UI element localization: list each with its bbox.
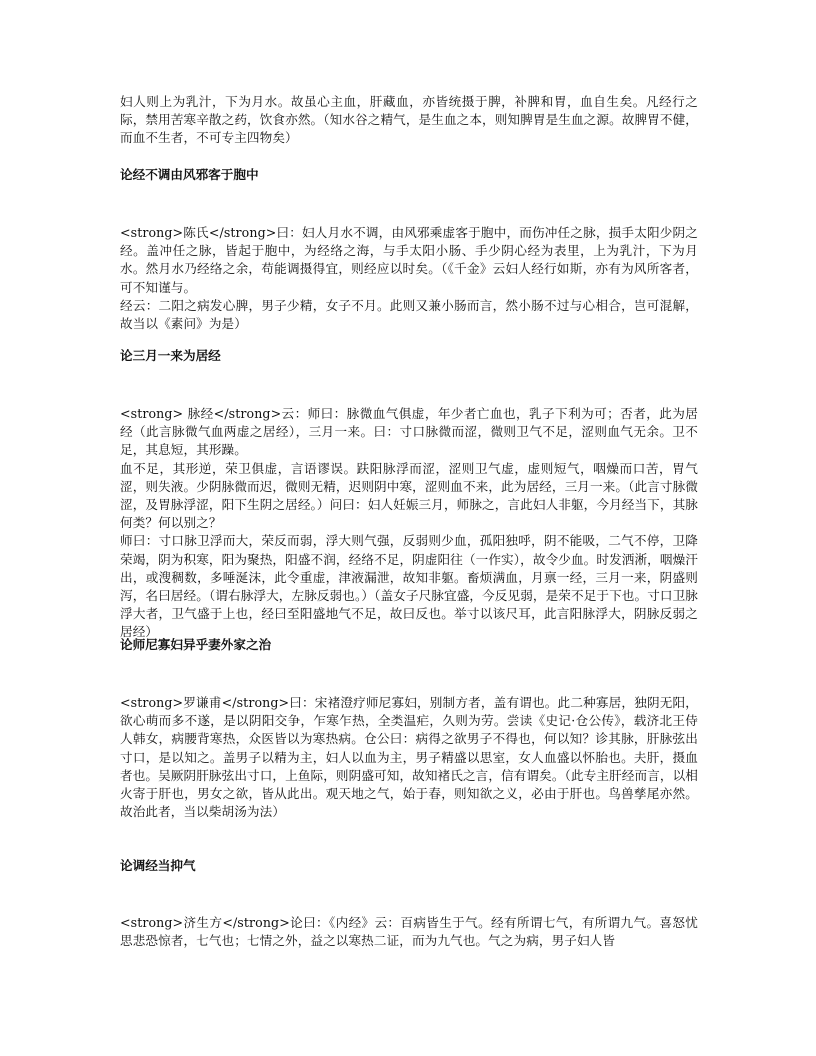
section-heading-quarterly-menses: 论三月一来为居经 (120, 348, 221, 363)
intro-text (120, 93, 698, 148)
section-heading-nuns-widows: 论师尼寡妇异乎妻外家之治 (120, 637, 272, 652)
section-body-irregular-menses (120, 224, 698, 333)
paragraph: <strong>济生方</strong>论曰：《内经》云：百病皆生于气。经有所谓七气，有所谓九气。喜怒忧思悲恐惊者，七气也；七情之外，益之以寒热二证，而为九气也。气之为病，男子妇人皆 (120, 915, 698, 949)
paragraph: <strong> 脉经</strong>云：师曰：脉微血气俱虚，年少者亡血也，乳子下利为可；否者，此为居经（此言脉微气血两虚之居经），三月一来。曰：寸口脉微而涩，微则卫气不足，涩则血气无余。卫不足，其息短，其形躁。 (120, 406, 698, 458)
section-body-nuns-widows (120, 694, 698, 821)
section-body-suppress-qi (120, 914, 698, 950)
section-body-quarterly-menses (120, 405, 698, 642)
paragraph: 血不足，其形逆，荣卫俱虚，言语谬误。趺阳脉浮而涩，涩则卫气虚，虚则短气，咽燥而口苦，胃气涩，则失液。少阴脉微而迟，微则无精，迟则阴中寒，涩则血不来，此为居经，三月一来。（此言寸脉微涩，及胃脉浮涩，阳下生阴之居经。）问曰：妇人妊娠三月，师脉之，言此妇人非躯，今月经当下，其脉何类？何以别之？ (120, 460, 698, 531)
paragraph: 妇人则上为乳汁，下为月水。故虽心主血，肝藏血，亦皆统摄于脾，补脾和胃，血自生矣。凡经行之际，禁用苦寒辛散之药，饮食亦然。（知水谷之精气，是生血之本，则知脾胃是生血之源。故脾胃不健，而血不生者，不可专主四物矣） (120, 94, 698, 146)
paragraph: <strong>陈氏</strong>曰：妇人月水不调，由风邪乘虚客于胞中，而伤冲任之脉，损手太阳少阴之经。盖冲任之脉，皆起于胞中，为经络之海，与手太阳小肠、手少阴心经为表里，上为乳汁，下为月水。然月水乃经络之余，苟能调摄得宜，则经应以时矣。（《千金》云妇人经行如斯，亦有为风所客者，可不知谨与。 (120, 225, 698, 295)
section-heading-suppress-qi: 论调经当抑气 (120, 858, 196, 873)
paragraph: 师曰：寸口脉卫浮而大，荣反而弱，浮大则气强，反弱则少血，孤阳独呼，阴不能吸，二气不停，卫降荣竭，阴为积寒，阳为聚热，阳盛不润，经络不足，阴虚阳往（一作实），故令少血。时发洒淅，咽燥汗出，或溲稠数，多唾涎沫，此令重虚，津液漏泄，故知非躯。畜烦满血，月禀一经，三月一来，阴盛则泻，名曰居经。（谓右脉浮大，左脉反弱也。）（盖女子尺脉宜盛，今反见弱，是荣不足于下也。寸口卫脉浮大者，卫气盛于上也，经曰至阳盛地气不足，故曰反也。举寸以该尺耳，此言阳脉浮大，阴脉反弱之居经） (120, 533, 698, 640)
paragraph: <strong>罗谦甫</strong>曰：宋褚澄疗师尼寡妇，别制方者，盖有谓也。此二种寡居，独阴无阳，欲心萌而多不遂，是以阴阳交争，乍寒乍热，全类温疟，久则为劳。尝读《史记·仓公传》，载济北王侍人韩女，病腰背寒热，众医皆以为寒热病。仓公曰：病得之欲男子不得也，何以知？诊其脉，肝脉弦出寸口，是以知之。盖男子以精为主，妇人以血为主，男子精盛以思室，女人血盛以怀胎也。夫肝，摄血者也。吴厥阴肝脉弦出寸口，上鱼际，则阴盛可知，故知褚氏之言，信有谓矣。（此专主肝经而言，以相火寄于肝也，男女之欲，皆从此出。观天地之气，始于春，则知欲之义，必由于肝也。鸟兽孳尾亦然。故治此者，当以柴胡汤为法） (120, 695, 698, 820)
paragraph: 经云：二阳之病发心脾，男子少精，女子不月。此则又兼小肠而言，然小肠不过与心相合，岂可混解，故当以《素问》为是） (120, 297, 698, 332)
section-heading-irregular-menses: 论经不调由风邪客于胞中 (120, 167, 259, 182)
